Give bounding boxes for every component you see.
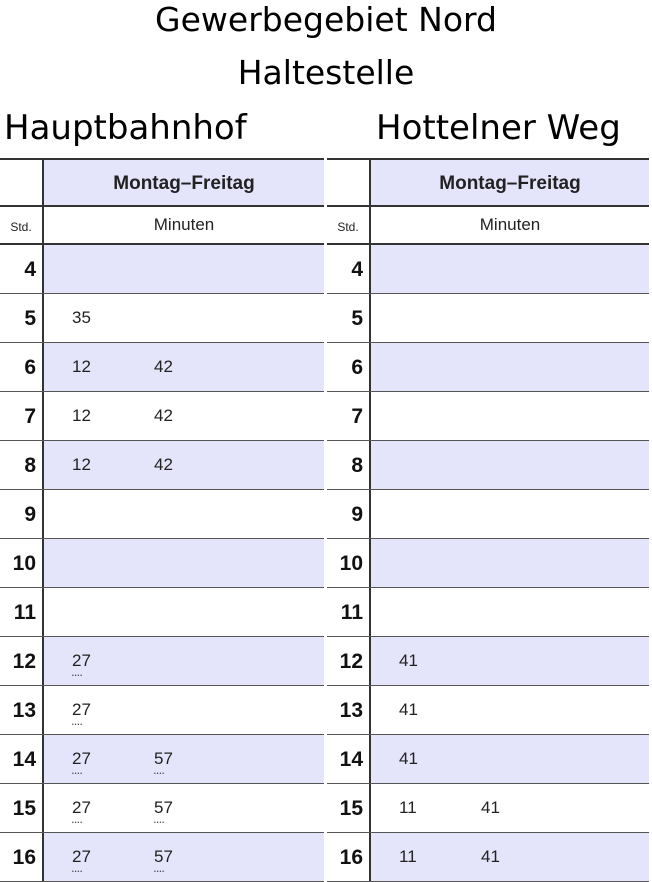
- hour-cell: 12: [0, 637, 44, 685]
- minutes-cell: [44, 686, 324, 734]
- table-row: [0, 833, 324, 882]
- table-row: [0, 686, 324, 735]
- hour-cell: 11: [0, 588, 44, 636]
- minutes-cell: [371, 637, 649, 685]
- table-row: [0, 441, 324, 490]
- timetable-right: [327, 158, 649, 882]
- table-row: [327, 441, 649, 490]
- table-row: [327, 294, 649, 343]
- departure-minute: 11: [399, 847, 417, 866]
- table-row: [0, 245, 324, 294]
- stop-name-right: Hottelner Weg: [376, 108, 621, 148]
- table-row: [327, 343, 649, 392]
- departure-minute: 27 ••••: [72, 749, 91, 769]
- minutes-cell: [371, 441, 649, 489]
- hour-cell: 4: [0, 245, 44, 293]
- minutes-cell: [44, 245, 324, 293]
- hour-cell: 14: [0, 735, 44, 783]
- departure-minute: 41: [481, 798, 500, 817]
- hour-cell: 10: [327, 539, 371, 587]
- hour-cell: 15: [327, 784, 371, 832]
- departure-minute: 12: [72, 406, 91, 425]
- hour-cell: 10: [0, 539, 44, 587]
- hour-cell: 5: [327, 294, 371, 342]
- minutes-cell: [44, 637, 324, 685]
- minutes-cell: [44, 392, 324, 440]
- table-row: [327, 392, 649, 441]
- minutes-cell: [371, 245, 649, 293]
- hour-cell: 13: [327, 686, 371, 734]
- minutes-cell: [44, 784, 324, 832]
- table-row: [0, 539, 324, 588]
- hour-cell: 8: [0, 441, 44, 489]
- minutes-cell: [44, 343, 324, 391]
- table-row: [0, 784, 324, 833]
- minutes-cell: [44, 294, 324, 342]
- departure-minute: 41: [399, 700, 418, 719]
- departure-minute: 57 ••••: [154, 749, 173, 769]
- departure-minute: 42: [154, 406, 173, 425]
- minutes-cell: [371, 735, 649, 783]
- minutes-cell: [44, 833, 324, 881]
- minutes-cell: [44, 588, 324, 636]
- hour-cell: 8: [327, 441, 371, 489]
- minutes-cell: [371, 833, 649, 881]
- days-heading: Montag–Freitag: [371, 160, 649, 205]
- hour-cell: 7: [0, 392, 44, 440]
- hour-cell: 12: [327, 637, 371, 685]
- table-row: [0, 490, 324, 539]
- departure-minute: 41: [481, 847, 500, 866]
- departure-minute: 41: [399, 651, 418, 670]
- hour-column-label: Std.: [327, 207, 371, 243]
- table-row: [327, 735, 649, 784]
- departure-minute: 42: [154, 455, 173, 474]
- hour-cell: 6: [327, 343, 371, 391]
- table-row: [327, 784, 649, 833]
- departure-minute: 11: [399, 798, 417, 817]
- column-labels: [327, 207, 649, 245]
- table-row: [0, 343, 324, 392]
- departure-minute: 57 ••••: [154, 798, 173, 818]
- minutes-cell: [44, 539, 324, 587]
- table-row: [327, 490, 649, 539]
- timetable-left: [0, 158, 324, 882]
- hour-cell: 16: [0, 833, 44, 881]
- minutes-cell: [371, 392, 649, 440]
- hour-cell: 14: [327, 735, 371, 783]
- table-row: [327, 539, 649, 588]
- departure-minute: 12: [72, 455, 91, 474]
- departure-minute: 27 ••••: [72, 798, 91, 818]
- hour-cell: 9: [327, 490, 371, 538]
- table-row: [0, 392, 324, 441]
- minutes-cell: [371, 490, 649, 538]
- timetable-header: [327, 158, 649, 207]
- stop-name-left: Hauptbahnhof: [4, 108, 247, 148]
- minutes-cell: [371, 588, 649, 636]
- timetable-header: [0, 158, 324, 207]
- hour-column-label: Std.: [0, 207, 44, 243]
- table-row: [0, 735, 324, 784]
- hour-cell: 9: [0, 490, 44, 538]
- departure-minute: 27 ••••: [72, 651, 91, 671]
- table-row: [327, 833, 649, 882]
- minutes-cell: [371, 539, 649, 587]
- minutes-column-label: Minuten: [153, 215, 215, 234]
- departure-minute: 41: [399, 749, 418, 768]
- hour-cell: 13: [0, 686, 44, 734]
- minutes-cell: [44, 441, 324, 489]
- table-row: [0, 588, 324, 637]
- departure-minute: 12: [72, 357, 91, 376]
- hour-cell: 6: [0, 343, 44, 391]
- header-corner-cell: [327, 160, 371, 205]
- departure-minute: 42: [154, 357, 173, 376]
- minutes-cell: [371, 686, 649, 734]
- column-labels: [0, 207, 324, 245]
- hour-cell: 7: [327, 392, 371, 440]
- departure-minute: 35: [72, 308, 91, 327]
- table-row: [0, 294, 324, 343]
- days-heading: Montag–Freitag: [44, 160, 324, 205]
- departure-minute: 57 ••••: [154, 847, 173, 867]
- page-title: Gewerbegebiet Nord: [155, 0, 497, 39]
- hour-cell: 5: [0, 294, 44, 342]
- departure-minute: 27 ••••: [72, 700, 91, 720]
- departure-minute: 27 ••••: [72, 847, 91, 867]
- minutes-cell: [371, 343, 649, 391]
- minutes-column-label: Minuten: [479, 215, 541, 234]
- hour-cell: 16: [327, 833, 371, 881]
- table-row: [327, 686, 649, 735]
- minutes-cell: [44, 735, 324, 783]
- table-row: [327, 245, 649, 294]
- minutes-cell: [371, 784, 649, 832]
- hour-cell: 4: [327, 245, 371, 293]
- header-corner-cell: [0, 160, 44, 205]
- minutes-cell: [44, 490, 324, 538]
- hour-cell: 15: [0, 784, 44, 832]
- hour-cell: 11: [327, 588, 371, 636]
- table-row: [327, 588, 649, 637]
- minutes-cell: [371, 294, 649, 342]
- table-row: [327, 637, 649, 686]
- table-row: [0, 637, 324, 686]
- page-subtitle: Haltestelle: [237, 53, 415, 92]
